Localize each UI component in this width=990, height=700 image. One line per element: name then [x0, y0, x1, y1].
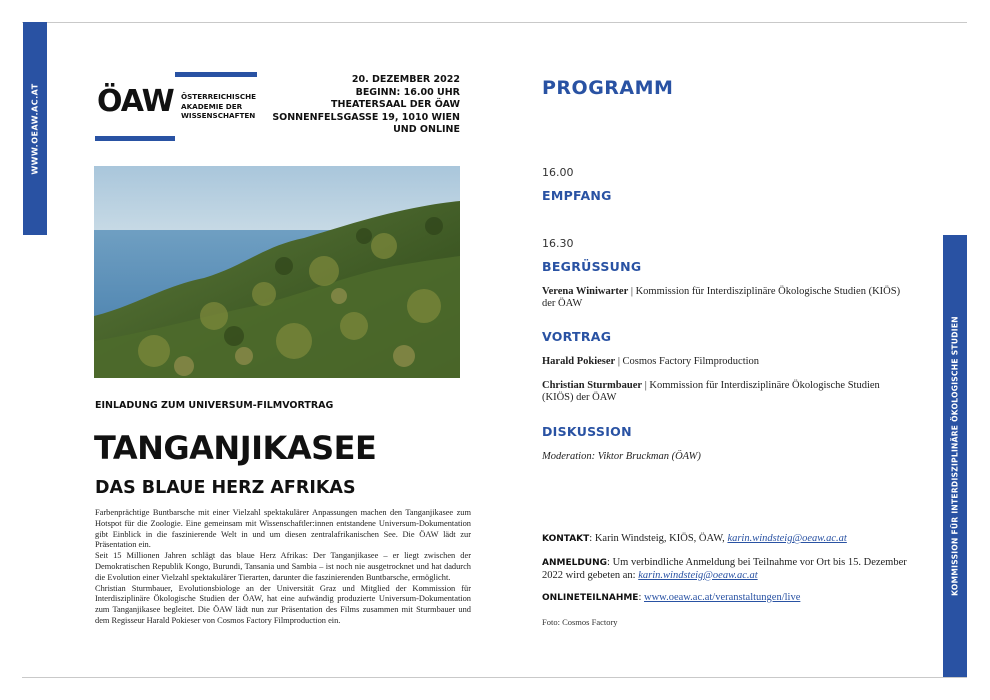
- bottom-rule: [22, 677, 967, 678]
- page-title: TANGANJIKASEE: [94, 429, 377, 467]
- description-paragraph-1: Farbenprächtige Buntbarsche mit einer Vielzahl spektakulärer Anpassungen machen den Tanganjikasee zum Hotspot für die Zoologie. Eine gemeinsam mit Wissenschaftler:innen entstandene Universum-Dokumentation gibt Einblick in die faszinierende Welt in und um diesen zentralafrikanischen See. Die ÖAW lädt zur Präsentation ein.: [95, 508, 471, 550]
- description-text: [95, 508, 471, 627]
- section-begruessung: BEGRÜSSUNG: [542, 259, 642, 274]
- website-sidebar: [23, 22, 47, 235]
- event-venue: THEATERSAAL DER ÖAW: [331, 99, 460, 110]
- logo-academy-name: ÖSTERREICHISCHE AKADEMIE DER WISSENSCHAFTEN: [181, 92, 257, 120]
- section-vortrag: VORTRAG: [542, 329, 612, 344]
- talk-speaker-2: Christian Sturmbauer: [542, 380, 643, 391]
- event-date: 20. DEZEMBER 2022: [351, 74, 460, 85]
- invite-line: EINLADUNG ZUM UNIVERSUM-FILMVORTRAG: [95, 400, 334, 411]
- section-empfang: EMPFANG: [542, 188, 612, 203]
- moderation-entry: Moderation: Viktor Bruckman (ÖAW): [542, 451, 701, 462]
- lake-landscape-photo: [94, 166, 460, 378]
- website-sidebar-text: WWW.OEAW.AC.AT: [30, 82, 40, 175]
- section-diskussion: DISKUSSION: [542, 424, 632, 439]
- commission-sidebar: [943, 235, 967, 677]
- oeaw-logo: ÖAW: [97, 84, 174, 119]
- greeting-speaker: Verena Winiwarter: [542, 286, 629, 297]
- time-begruessung: 16.30: [542, 237, 574, 250]
- event-online: UND ONLINE: [393, 124, 460, 135]
- photo-credit: Foto: Cosmos Factory: [542, 617, 618, 627]
- talk-entry-1: Harald Pokieser | Cosmos Factory Filmproduction: [542, 356, 760, 367]
- description-paragraph-3: Christian Sturmbauer, Evolutionsbiologe an der Universität Graz und Mitglied der Kommission für Interdisziplinäre Ökologische Studien der ÖAW, hat eine aufwändig produzierte Universum-Dokumentation zum Tanganjikasee begleitet. Die ÖAW lädt nun zur Präsentation des Films zusammen mit Sturmbauer und dem Regisseur Harald Pokieser von Cosmos Factory Filmproduction ein.: [95, 583, 471, 625]
- time-empfang: 16.00: [542, 166, 574, 179]
- registration-email-link[interactable]: karin.windsteig@oeaw.ac.at: [638, 569, 758, 581]
- contact-email-link[interactable]: karin.windsteig@oeaw.ac.at: [727, 533, 847, 544]
- contact-line: KONTAKT: Karin Windsteig, KIÖS, ÖAW, karin.windsteig@oeaw.ac.at: [542, 533, 847, 544]
- talk-speaker-1: Harald Pokieser: [542, 356, 616, 367]
- description-paragraph-2: Seit 15 Millionen Jahren schlägt das blaue Herz Afrikas: Der Tanganjikasee – er liegt zwischen der Demokratischen Republik Kongo, Burundi, Tansania und Sambia – ist noch nie ausgetrocknet und hat dadurch die Evolution einer Vielzahl spektakulärer Tierarten, darunter die faszinierenden Buntbarsche, ermöglicht.: [95, 551, 471, 582]
- programm-heading: PROGRAMM: [542, 77, 674, 99]
- logo-bar-bottom: [95, 136, 175, 141]
- registration-line: ANMELDUNG: Um verbindliche Anmeldung bei Teilnahme vor Ort bis 15. Dezember 2022 wird gebeten an: karin.windsteig@oeaw.ac.at: [542, 557, 907, 581]
- page-subtitle: DAS BLAUE HERZ AFRIKAS: [95, 478, 356, 498]
- event-info: [270, 74, 460, 137]
- event-address: SONNENFELSGASSE 19, 1010 WIEN: [272, 111, 460, 123]
- top-rule: [22, 22, 967, 23]
- online-line: ONLINETEILNAHME: www.oeaw.ac.at/veranstaltungen/live: [542, 592, 801, 603]
- online-stream-link[interactable]: www.oeaw.ac.at/veranstaltungen/live: [644, 592, 801, 603]
- logo-bar-top: [175, 72, 257, 77]
- greeting-entry: Verena Winiwarter | Kommission für Interdisziplinäre Ökologische Studien (KIÖS) der ÖAW: [542, 286, 901, 309]
- commission-sidebar-text: KOMMISSION FÜR INTERDISZIPLINÄRE ÖKOLOGISCHE STUDIEN: [950, 316, 960, 596]
- talk-entry-2: Christian Sturmbauer | Kommission für Interdisziplinäre Ökologische Studien (KIÖS) der ÖAW: [542, 380, 880, 403]
- event-start: BEGINN: 16.00 UHR: [355, 86, 460, 98]
